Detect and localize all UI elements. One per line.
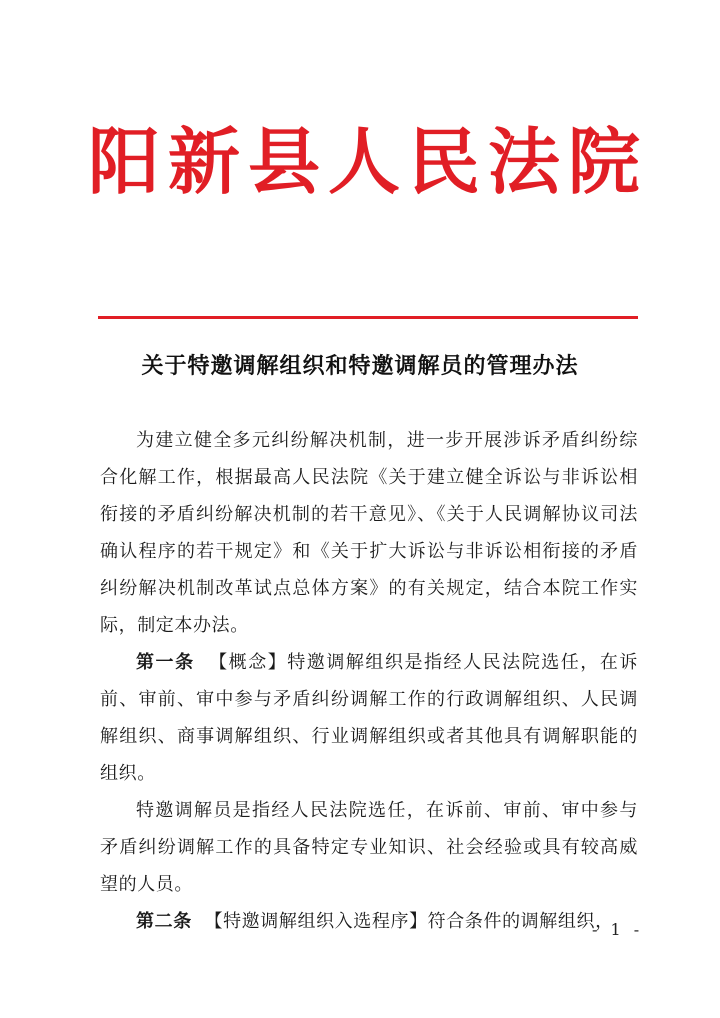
article-label: 第一条: [136, 652, 195, 673]
paragraph-text: 特邀调解员是指经人民法院选任，在诉前、审前、审中参与矛盾纠纷调解工作的具备特定专业知识、社会经验或具有较高威望的人员。: [100, 800, 638, 895]
court-name-char: 阳: [88, 119, 161, 204]
court-name-char: 县: [247, 119, 320, 204]
document-title: 关于特邀调解组织和特邀调解员的管理办法: [141, 354, 579, 379]
court-name-char: 人: [327, 119, 400, 204]
paragraph-article-1: [100, 644, 638, 792]
court-name-char: 院: [567, 119, 640, 204]
paragraph-article-1-cont: [100, 792, 638, 903]
red-header-divider: [98, 316, 638, 319]
court-name-char: 法: [487, 119, 560, 204]
paragraph-text: 为建立健全多元纠纷解决机制，进一步开展涉诉矛盾纠纷综合化解工作，根据最高人民法院《关于建立健全诉讼与非诉讼相衔接的矛盾纠纷解决机制的若干意见》、《关于人民调解协议司法确认程序的若干规定》和《关于扩大诉讼与非诉讼相衔接的矛盾纠纷解决机制改革试点总体方案》的有关规定，结合本院工作实际，制定本办法。: [100, 430, 638, 636]
page-number: - 1 -: [592, 920, 644, 939]
court-name-heading: [88, 112, 640, 212]
paragraph-text: 【特邀调解组织入选程序】符合条件的调解组织，: [204, 911, 614, 932]
court-name-char: 新: [167, 119, 240, 204]
court-name-char: 民: [407, 119, 480, 204]
paragraph-article-2: [100, 903, 638, 940]
paragraph-text: 【概念】特邀调解组织是指经人民法院选任，在诉前、审前、审中参与矛盾纠纷调解工作的行政调解组织、人民调解组织、商事调解组织、行业调解组织或者其他具有调解职能的组织。: [100, 652, 638, 784]
paragraph-preamble: [100, 422, 638, 644]
article-label: 第二条: [136, 911, 192, 932]
document-body: [100, 422, 638, 940]
